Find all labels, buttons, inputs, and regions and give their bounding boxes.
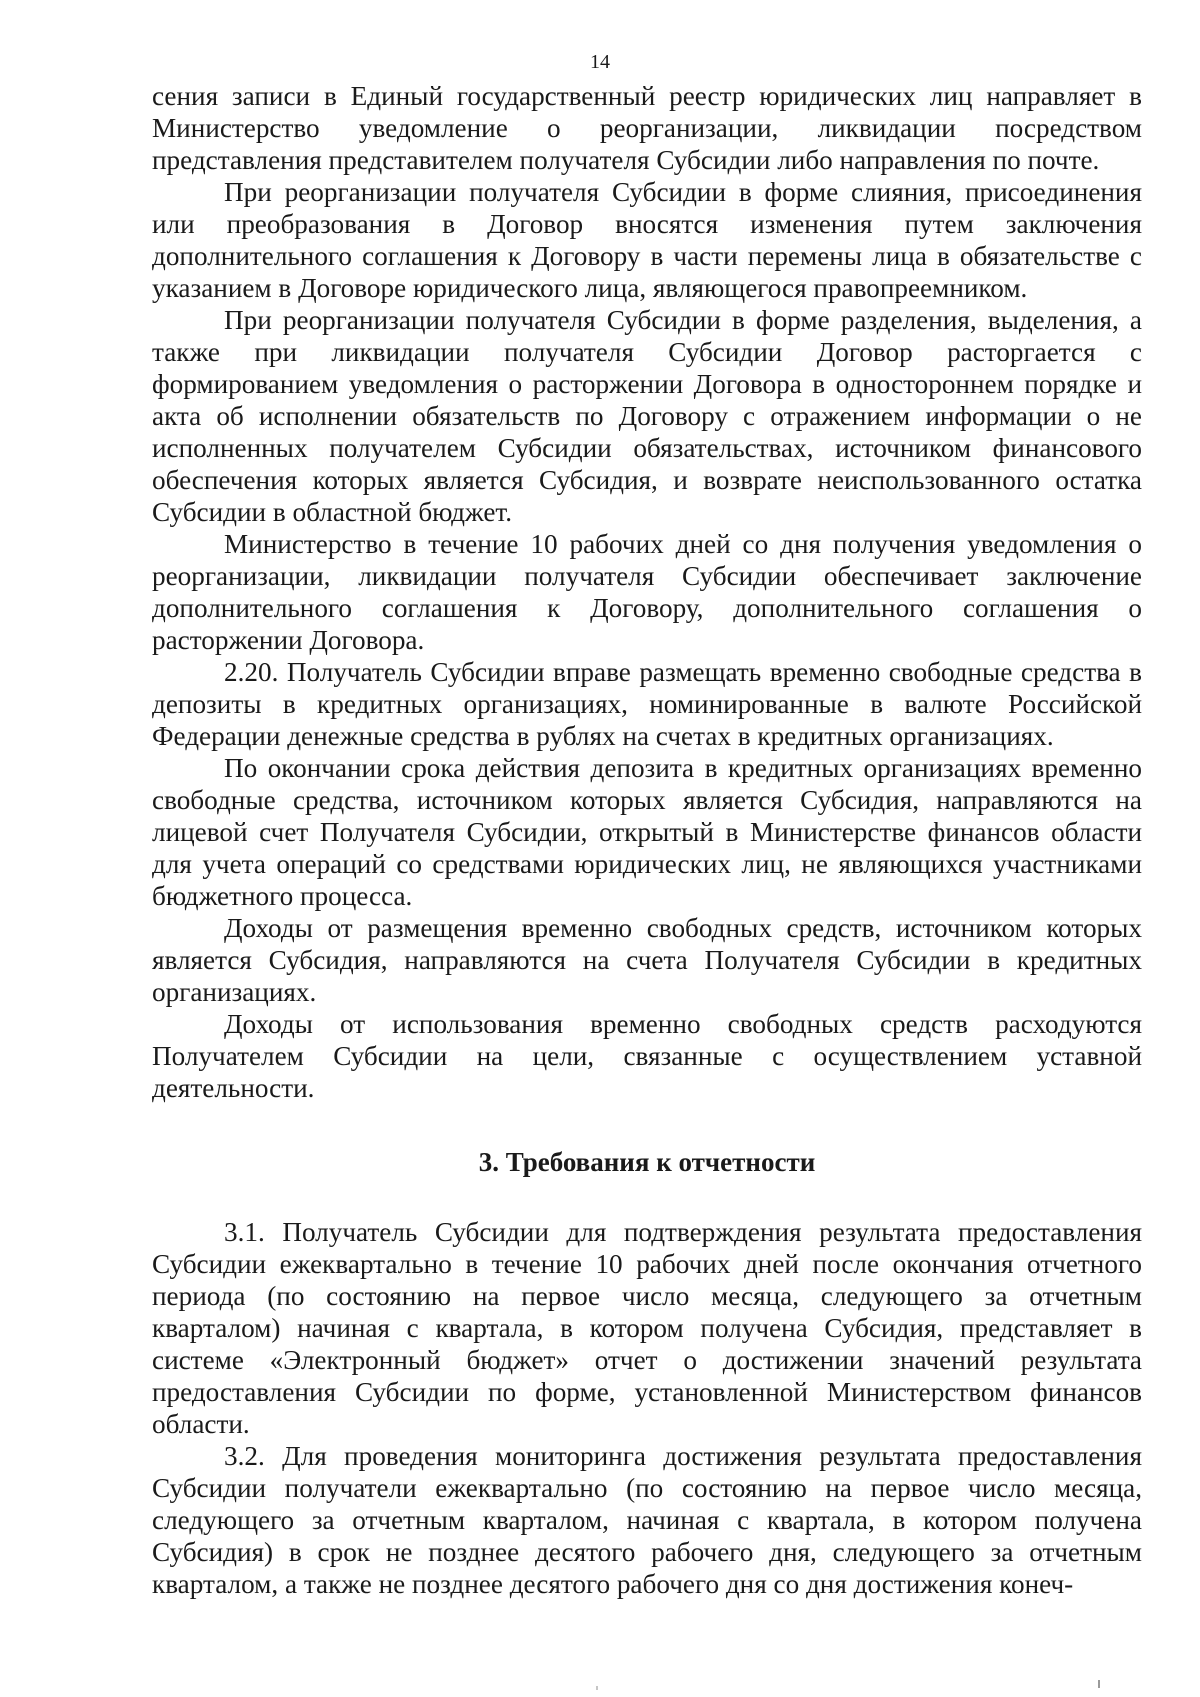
paragraph-ministry-agreement: Министерство в течение 10 рабочих дней со дня получения уведомления о реорганизации, ликвидации получателя Субсидии обеспечивает заключение дополнительного соглашения к Договору, дополнительного соглашения о расторжении Договора. (152, 529, 1142, 655)
paragraph-3-2-monitoring: 3.2. Для проведения мониторинга достижения результата предоставления Субсидии получатели ежеквартально (по состоянию на первое число месяца, следующего за отчетным кварталом, начиная с квартала, в котором получена Субсидия) в срок не позднее десятого рабочего дня, следующего за отчетным кварталом, а также не позднее десятого рабочего дня со дня достижения конеч- (152, 1441, 1142, 1599)
paragraph-placement-income: Доходы от размещения временно свободных средств, источником которых является Субсидия, направляются на счета Получателя Субсидии в кредитных организациях. (152, 913, 1142, 1007)
paragraph-deposit-expiry: По окончании срока действия депозита в кредитных организациях временно свободные средства, источником которых является Субсидия, направляются на лицевой счет Получателя Субсидии, открытый в Министерстве финансов области для учета операций со средствами юридических лиц, не являющихся участниками бюджетного процесса. (152, 753, 1142, 911)
scan-mark (1098, 1680, 1100, 1688)
scan-mark (596, 1686, 598, 1690)
paragraph-3-1-report: 3.1. Получатель Субсидии для подтверждения результата предоставления Субсидии ежеквартально в течение 10 рабочих дней после окончания отчетного периода (по состоянию на первое число месяца, следующего за отчетным кварталом) начиная с квартала, в котором получена Субсидия, представляет в системе «Электронный бюджет» отчет о достижении значений результата предоставления Субсидии по форме, установленной Министерством финансов области. (152, 1217, 1142, 1439)
paragraph-continuation: сения записи в Единый государственный реестр юридических лиц направляет в Министерство уведомление о реорганизации, ликвидации посредством представления представителем получателя Субсидии либо направления по почте. (152, 81, 1142, 175)
paragraph-2-20-deposits: 2.20. Получатель Субсидии вправе размещать временно свободные средства в депозиты в кредитных организациях, номинированные в валюте Российской Федерации денежные средства в рублях на счетах в кредитных организациях. (152, 657, 1142, 751)
page-number: 14 (590, 51, 610, 73)
paragraph-reorganization-division: При реорганизации получателя Субсидии в форме разделения, выделения, а также при ликвидации получателя Субсидии Договор расторгается с формированием уведомления о расторжении Договора в одностороннем порядке и акта об исполнении обязательств по Договору с отражением информации о не исполненных получателем Субсидии обязательствах, источником финансового обеспечения которых является Субсидия, и возврате неиспользованного остатка Субсидии в областной бюджет. (152, 305, 1142, 527)
paragraph-reorganization-merger: При реорганизации получателя Субсидии в форме слияния, присоединения или преобразования в Договор вносятся изменения путем заключения дополнительного соглашения к Договору в части перемены лица в обязательстве с указанием в Договоре юридического лица, являющегося правопреемником. (152, 177, 1142, 303)
paragraph-usage-income: Доходы от использования временно свободных средств расходуются Получателем Субсидии на цели, связанные с осуществлением уставной деятельности. (152, 1009, 1142, 1103)
section-heading-reporting: 3. Требования к отчетности (478, 1147, 816, 1177)
document-body (152, 80, 1142, 1600)
